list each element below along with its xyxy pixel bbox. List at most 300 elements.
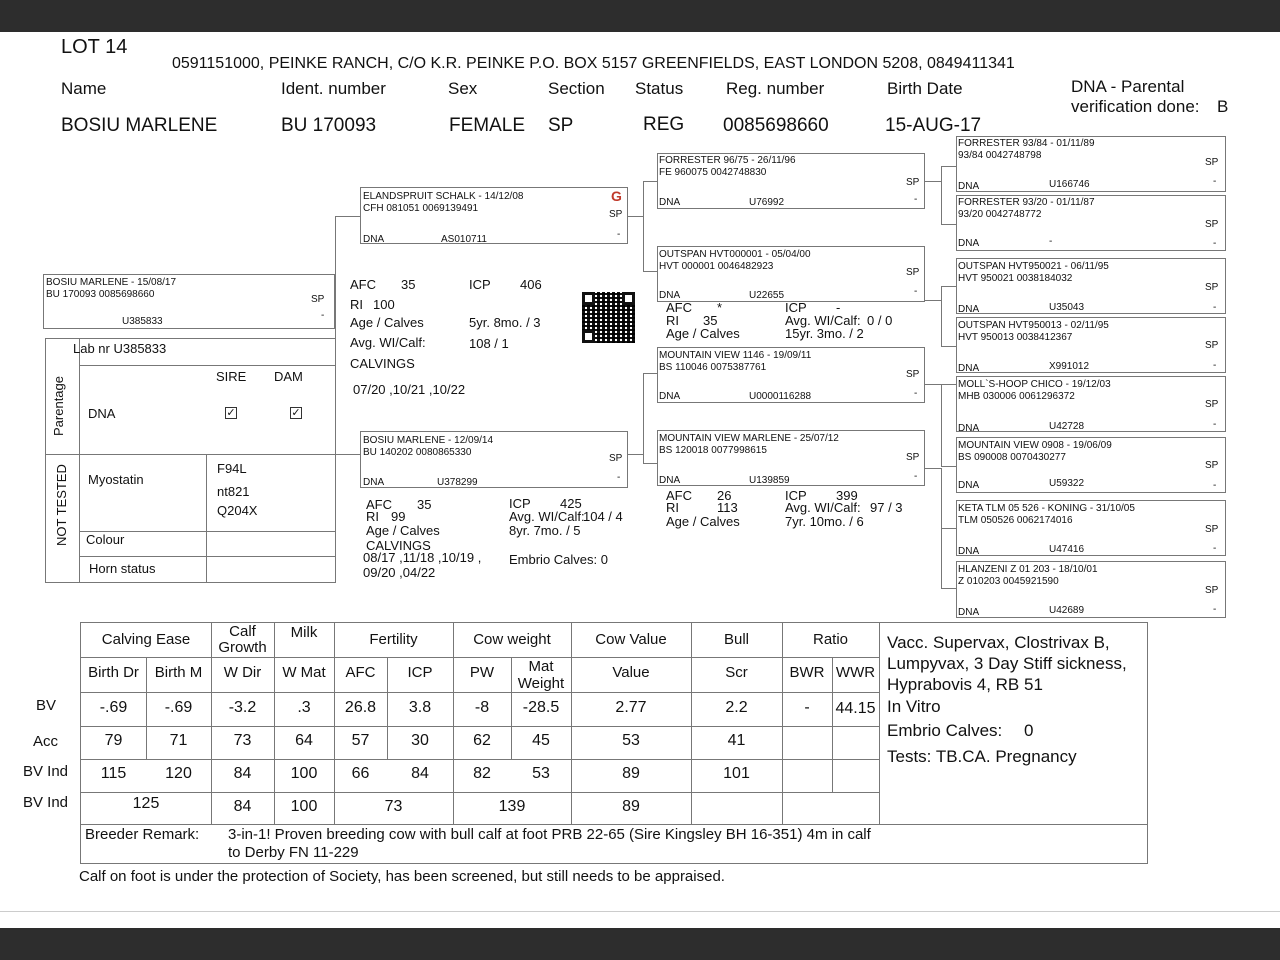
- connector-gp4: [643, 463, 657, 464]
- bv-icp: 3.8: [408, 699, 432, 716]
- ebv-table: [80, 622, 1148, 864]
- gp2-ri: 35: [703, 313, 718, 328]
- connector-gen2a: [643, 181, 644, 271]
- ggp2-dna: -: [1049, 236, 1053, 247]
- gp4-icp: 399: [836, 488, 858, 503]
- connector-sire-out: [628, 216, 643, 217]
- sire-avg-label: Avg. WI/Calf:: [350, 335, 426, 350]
- ggp2-ident: 93/20 0042748772: [958, 209, 1042, 220]
- group-milk: Milk: [290, 624, 318, 641]
- myostatin-value-2: nt821: [217, 484, 250, 499]
- sub-mat-weight-line-1: Mat: [528, 658, 554, 675]
- gp4-afc: 26: [717, 488, 732, 503]
- sire-icp: 406: [520, 277, 542, 292]
- ebv-line-3: [81, 726, 879, 727]
- bvind-pw: 82: [473, 765, 491, 782]
- gp4-ident: BS 120018 0077998615: [659, 445, 767, 456]
- bvind2-cow-value: 89: [622, 798, 640, 815]
- connector-sire: [335, 216, 360, 217]
- sire-afc-label: AFC: [350, 277, 376, 292]
- dam-dash: -: [617, 472, 621, 483]
- row-label-bv: BV: [36, 697, 57, 714]
- acc-icp: 30: [411, 732, 429, 749]
- ggp7-sp: SP: [1205, 524, 1219, 535]
- ggp2-dna-label: DNA: [958, 238, 980, 249]
- sub-wwr: WWR: [835, 664, 876, 681]
- label-dna-1: DNA - Parental: [1071, 77, 1185, 96]
- ebv-line-6: [81, 824, 1148, 825]
- row-label-bv-ind: BV Ind: [23, 763, 69, 780]
- lab-row-divider-4: [79, 556, 336, 557]
- embrio-calves-value: 0: [1024, 721, 1034, 740]
- ebv-vline-9: [691, 623, 692, 824]
- sire-dna-checkbox: ✓: [226, 407, 236, 419]
- gp4-age-label: Age / Calves: [666, 514, 740, 529]
- label-dna-2: verification done:: [1071, 97, 1200, 116]
- group-calf-growth-line-1: Calf: [229, 623, 256, 640]
- gp4-sp: SP: [906, 452, 920, 463]
- sire-dash: -: [617, 229, 621, 240]
- acc-scr: 41: [727, 732, 746, 749]
- ebv-vline-3: [274, 623, 275, 824]
- sub-mat-weight: [511, 658, 571, 692]
- vaccination-line-3: Hyprabovis 4, RB 51: [887, 675, 1043, 694]
- ebv-vline-12: [879, 623, 880, 824]
- ggp-box-6: [956, 437, 1226, 493]
- connector-ggp3: [941, 286, 956, 287]
- sire-badge-icon: G: [611, 188, 622, 204]
- acc-afc: 57: [351, 732, 370, 749]
- sub-afc: AFC: [345, 664, 376, 681]
- dam-calvings-2: 09/20 ,04/22: [363, 565, 436, 580]
- acc-w-dir: 73: [233, 732, 252, 749]
- subject-dna: U385833: [122, 316, 163, 327]
- lab-col-divider: [79, 339, 80, 583]
- sire-afc: 35: [401, 277, 416, 292]
- gp2-afc-label: AFC: [666, 300, 692, 315]
- bv-bwr: -: [804, 699, 810, 716]
- gp2-avg-label: Avg. WI/Calf:: [785, 313, 861, 328]
- connector-ggp-a-in: [925, 181, 941, 182]
- bv-birth-m: -.69: [164, 699, 193, 716]
- ebv-vline-8: [571, 623, 572, 824]
- gp4-ri-label: RI: [666, 500, 679, 515]
- bvind-mat-weight: 53: [532, 765, 550, 782]
- bv-w-dir: -3.2: [228, 699, 257, 716]
- gp-box-3: [657, 347, 925, 403]
- animal-sex: FEMALE: [449, 115, 526, 136]
- breeder-remark-label: Breeder Remark:: [85, 826, 200, 843]
- gp2-age: 15yr. 3mo. / 2: [785, 326, 864, 341]
- group-cow-value: Cow Value: [595, 631, 667, 648]
- gp2-avg: 0 / 0: [867, 313, 893, 328]
- connector-gp3: [643, 373, 657, 374]
- breeder-remark-line-2: to Derby FN 11-229: [228, 844, 359, 861]
- ggp-box-7: [956, 500, 1226, 556]
- bv-birth-dr: -.69: [99, 699, 128, 716]
- gp4-age: 7yr. 10mo. / 6: [785, 514, 864, 529]
- ggp2-title: FORRESTER 93/20 - 01/11/87: [958, 197, 1095, 208]
- connector-ggp8: [941, 588, 956, 589]
- owner-info: 0591151000, PEINKE RANCH, C/O K.R. PEINKE P.O. BOX 5157 GREENFIELDS, EAST LONDON 5208, 0849411341: [172, 55, 1015, 72]
- ggp6-dna-label: DNA: [958, 480, 980, 491]
- bv-value: 2.77: [615, 699, 647, 716]
- not-tested-label: NOT TESTED: [54, 464, 69, 546]
- ggp7-title: KETA TLM 05 526 - KONING - 31/10/05: [958, 503, 1135, 514]
- connector-gp1: [643, 181, 657, 182]
- vaccination-line-2: Lumpyvax, 3 Day Stiff sickness,: [887, 654, 1127, 673]
- sire-dna-label: DNA: [363, 234, 385, 245]
- acc-birth-dr: 79: [104, 732, 123, 749]
- connector-ggp-c: [941, 384, 942, 466]
- connector-gen2b: [643, 373, 644, 463]
- gp2-age-label: Age / Calves: [666, 326, 740, 341]
- group-calving-ease: Calving Ease: [101, 631, 191, 648]
- horn-status-label: Horn status: [89, 561, 156, 576]
- label-name: Name: [61, 79, 107, 98]
- ggp-box-4: [956, 317, 1226, 373]
- bvind2-calf-growth: 84: [233, 798, 252, 815]
- gp1-title: FORRESTER 96/75 - 26/11/96: [659, 155, 796, 166]
- ggp7-ident: TLM 050526 0062174016: [958, 515, 1073, 526]
- label-reg: Reg. number: [726, 79, 825, 98]
- ggp4-ident: HVT 950013 0038412367: [958, 332, 1073, 343]
- subject-title: BOSIU MARLENE - 15/08/17: [46, 277, 177, 288]
- gp1-dna: U76992: [749, 197, 785, 208]
- acc-pw: 62: [473, 732, 491, 749]
- bv-afc: 26.8: [344, 699, 377, 716]
- gp2-ri-label: RI: [666, 313, 679, 328]
- dam-avg: 104 / 4: [583, 509, 623, 524]
- gp3-dash: -: [914, 388, 918, 399]
- bvind2-fertility: 73: [384, 798, 403, 815]
- connector-ggp-b: [941, 286, 942, 346]
- gp4-ri: 113: [717, 500, 738, 515]
- gp3-ident: BS 110046 0075387761: [659, 362, 767, 373]
- ggp-box-3: [956, 258, 1226, 314]
- ggp-box-2: [956, 195, 1226, 251]
- ggp3-dash: -: [1213, 302, 1217, 313]
- dam-ri: 99: [391, 509, 406, 524]
- bvind-w-mat: 100: [290, 765, 318, 782]
- dam-age: 8yr. 7mo. / 5: [509, 523, 581, 538]
- bvind-icp: 84: [411, 765, 429, 782]
- bvind-birth-dr: 115: [100, 765, 127, 782]
- parentage-label: Parentage: [51, 376, 66, 436]
- label-birth: Birth Date: [887, 79, 963, 98]
- animal-birth: 15-AUG-17: [885, 115, 982, 136]
- breeder-remark-line-1: 3-in-1! Proven breeding cow with bull calf at foot PRB 22-65 (Sire Kingsley BH 16-351) 4m in calf: [228, 826, 871, 843]
- ggp5-dna-label: DNA: [958, 423, 980, 434]
- bvind-birth-m: 120: [165, 765, 192, 782]
- subject-box: [43, 274, 335, 329]
- bvind2-calving-ease: 125: [132, 795, 160, 812]
- sub-birth-dr: Birth Dr: [88, 664, 139, 681]
- connector-ggp-b-in: [925, 300, 941, 301]
- page-divider: [0, 911, 1280, 912]
- ggp5-sp: SP: [1205, 399, 1219, 410]
- ggp4-dash: -: [1213, 360, 1217, 371]
- connector-ggp-d-in: [925, 468, 941, 469]
- ggp6-ident: BS 090008 0070430277: [958, 452, 1066, 463]
- bv-w-mat: .3: [297, 699, 311, 716]
- label-section: Section: [548, 79, 605, 98]
- ggp4-sp: SP: [1205, 340, 1219, 351]
- gp2-dash: -: [914, 286, 918, 297]
- gp2-dna-label: DNA: [659, 290, 681, 301]
- subject-dash: -: [321, 310, 325, 321]
- dam-icp: 425: [560, 496, 582, 511]
- sub-pw: PW: [469, 664, 495, 681]
- ggp5-title: MOLL`S-HOOP CHICO - 19/12/03: [958, 379, 1111, 390]
- gp-box-4: [657, 430, 925, 486]
- embrio-calves-label: Embrio Calves:: [887, 721, 1003, 740]
- ggp4-dna-label: DNA: [958, 363, 980, 374]
- ggp7-dna-label: DNA: [958, 546, 980, 557]
- gp4-dna-label: DNA: [659, 475, 681, 486]
- ggp1-sp: SP: [1205, 157, 1219, 168]
- gp2-dna: U22655: [749, 290, 785, 301]
- gp-box-2: [657, 246, 925, 302]
- group-calf-growth: [211, 624, 274, 656]
- sire-sp: SP: [609, 209, 623, 220]
- animal-ident: BU 170093: [281, 115, 377, 136]
- gp3-dna: U0000116288: [749, 391, 812, 402]
- ggp6-title: MOUNTAIN VIEW 0908 - 19/06/09: [958, 440, 1112, 451]
- dam-icp-label: ICP: [509, 496, 531, 511]
- lab-nr: Lab nr U385833: [73, 341, 167, 356]
- bvind-w-dir: 84: [233, 765, 252, 782]
- ebv-line-5: [81, 792, 879, 793]
- gp1-dash: -: [914, 194, 918, 205]
- connector-ggp6: [941, 466, 956, 467]
- dam-dna-label: DNA: [363, 477, 385, 488]
- gp4-avg-label: Avg. WI/Calf:: [785, 500, 861, 515]
- myostatin-value-3: Q204X: [217, 503, 258, 518]
- sub-w-mat: W Mat: [282, 664, 326, 681]
- ebv-vline-10: [782, 623, 783, 824]
- gp1-sp: SP: [906, 177, 920, 188]
- lab-sire-header: SIRE: [216, 369, 247, 384]
- ggp1-dna: U166746: [1049, 179, 1090, 190]
- gp4-dash: -: [914, 471, 918, 482]
- ggp3-dna-label: DNA: [958, 304, 980, 315]
- connector-dam-out: [628, 454, 643, 455]
- connector-ggp7: [941, 528, 956, 529]
- lab-value-divider: [206, 454, 207, 583]
- dam-afc-label: AFC: [366, 497, 392, 512]
- in-vitro: In Vitro: [887, 697, 941, 716]
- animal-name: BOSIU MARLENE: [61, 115, 218, 136]
- gp-box-1: [657, 153, 925, 209]
- row-label-acc: Acc: [33, 733, 59, 750]
- subject-sp: SP: [311, 294, 325, 305]
- ggp5-ident: MHB 030006 0061296372: [958, 391, 1075, 402]
- gp3-title: MOUNTAIN VIEW 1146 - 19/09/11: [659, 350, 812, 361]
- dam-title: BOSIU MARLENE - 12/09/14: [363, 435, 494, 446]
- dna-verification-value: B: [1217, 97, 1229, 116]
- vaccination-line-1: Vacc. Supervax, Clostrivax B,: [887, 633, 1110, 652]
- colour-label: Colour: [86, 532, 125, 547]
- ggp-box-5: [956, 376, 1226, 432]
- ggp4-title: OUTSPAN HVT950013 - 02/11/95: [958, 320, 1109, 331]
- ggp8-dna: U42689: [1049, 605, 1085, 616]
- bv-mat-weight: -28.5: [522, 699, 560, 716]
- group-bull: Bull: [723, 631, 749, 648]
- sub-mat-weight-line-2: Weight: [517, 675, 565, 692]
- dam-sp: SP: [609, 453, 623, 464]
- bvind2-cow-weight: 139: [498, 798, 526, 815]
- subject-ident: BU 170093 0085698660: [46, 289, 155, 300]
- ebv-vline-6: [453, 623, 454, 824]
- sire-icp-label: ICP: [469, 277, 491, 292]
- ggp8-title: HLANZENI Z 01 203 - 18/10/01: [958, 564, 1098, 575]
- sire-dna: AS010711: [441, 234, 487, 245]
- ebv-vline-4: [334, 623, 335, 824]
- ggp-box-8: [956, 561, 1226, 618]
- bv-pw: -8: [474, 699, 490, 716]
- ggp3-dna: U35043: [1049, 302, 1085, 313]
- ggp8-dna-label: DNA: [958, 607, 980, 618]
- group-calf-growth-line-2: Growth: [218, 639, 267, 656]
- ggp7-dash: -: [1213, 543, 1217, 554]
- acc-value: 53: [622, 732, 640, 749]
- ggp8-sp: SP: [1205, 585, 1219, 596]
- sire-ri: 100: [373, 297, 395, 312]
- dam-box: [360, 431, 628, 488]
- dam-calvings-label: CALVINGS: [366, 538, 431, 553]
- connector-ggp1: [941, 166, 956, 167]
- connector-ggp2: [941, 224, 956, 225]
- gp4-afc-label: AFC: [666, 488, 692, 503]
- connector-gp2: [643, 271, 657, 272]
- gp3-sp: SP: [906, 369, 920, 380]
- connector-ggp5: [925, 384, 956, 385]
- gp2-title: OUTSPAN HVT000001 - 05/04/00: [659, 249, 811, 260]
- ggp6-dash: -: [1213, 480, 1217, 491]
- ggp5-dna: U42728: [1049, 421, 1085, 432]
- gp2-sp: SP: [906, 267, 920, 278]
- acc-birth-m: 71: [169, 732, 188, 749]
- ebv-line-1: [81, 657, 879, 658]
- ggp2-sp: SP: [1205, 219, 1219, 230]
- group-cow-weight: Cow weight: [473, 631, 551, 648]
- lab-dam-header: DAM: [274, 369, 303, 384]
- gp4-avg: 97 / 3: [870, 500, 903, 515]
- bv-scr: 2.2: [725, 699, 748, 716]
- sire-avg: 108 / 1: [469, 336, 509, 351]
- ggp1-ident: 93/84 0042748798: [958, 150, 1042, 161]
- animal-reg: 0085698660: [723, 115, 829, 136]
- ggp7-dna: U47416: [1049, 544, 1085, 555]
- ggp3-ident: HVT 950021 0038184032: [958, 273, 1073, 284]
- dam-dna-checkbox: ✓: [291, 407, 301, 419]
- gp3-dna-label: DNA: [659, 391, 681, 402]
- gp2-ident: HVT 000001 0046482923: [659, 261, 774, 272]
- sire-calvings-label: CALVINGS: [350, 356, 415, 371]
- bottom-bar: [0, 928, 1280, 960]
- dam-ident: BU 140202 0080865330: [363, 447, 472, 458]
- sire-age-label: Age / Calves: [350, 315, 424, 330]
- ggp2-dash: -: [1213, 238, 1217, 249]
- qr-code-corner: [582, 330, 595, 343]
- gp2-afc: *: [717, 300, 723, 315]
- group-ratio: Ratio: [812, 631, 849, 648]
- ggp6-dna: U59322: [1049, 478, 1085, 489]
- gp2-icp: -: [836, 300, 841, 315]
- dam-age-label: Age / Calves: [366, 523, 440, 538]
- gp2-icp-label: ICP: [785, 300, 807, 315]
- gp4-dna: U139859: [749, 475, 790, 486]
- gp1-dna-label: DNA: [659, 197, 681, 208]
- vaccination-notes: [887, 632, 1127, 695]
- bvind-scr: 101: [723, 765, 750, 782]
- group-fertility: Fertility: [369, 631, 418, 648]
- gp4-title: MOUNTAIN VIEW MARLENE - 25/07/12: [659, 433, 839, 444]
- ggp4-dna: X991012: [1049, 361, 1090, 372]
- lab-row-divider-2: [46, 454, 336, 455]
- sub-w-dir: W Dir: [223, 664, 262, 681]
- animal-section: SP: [548, 115, 574, 136]
- sire-age: 5yr. 8mo. / 3: [469, 315, 541, 330]
- dam-afc: 35: [417, 497, 432, 512]
- sub-scr: Scr: [725, 664, 748, 681]
- bvind-value: 89: [622, 765, 640, 782]
- sire-title: ELANDSPRUIT SCHALK - 14/12/08: [363, 191, 524, 202]
- tests: Tests: TB.CA. Pregnancy: [887, 747, 1077, 766]
- gp4-icp-label: ICP: [785, 488, 807, 503]
- bvind-afc: 66: [351, 765, 370, 782]
- ggp1-dna-label: DNA: [958, 181, 980, 192]
- connector-ggp4: [941, 346, 956, 347]
- myostatin-value-1: F94L: [217, 461, 247, 476]
- ggp8-dash: -: [1213, 604, 1217, 615]
- dam-dna: U378299: [437, 477, 478, 488]
- dam-calvings-1: 08/17 ,11/18 ,10/19 ,: [363, 550, 482, 565]
- label-ident: Ident. number: [281, 79, 386, 98]
- footer-note: Calf on foot is under the protection of Society, has been screened, but still needs to be appraised.: [79, 868, 725, 885]
- acc-w-mat: 64: [295, 732, 313, 749]
- top-bar: [0, 0, 1280, 32]
- connector-ggp-a: [941, 166, 942, 224]
- sub-value: Value: [612, 664, 650, 681]
- sire-ident: CFH 081051 0069139491: [363, 203, 479, 214]
- ebv-line-4: [81, 759, 879, 760]
- ggp-box-1: [956, 136, 1226, 192]
- dam-embrio: Embrio Calves: 0: [509, 552, 608, 567]
- label-status: Status: [635, 79, 684, 98]
- dam-avg-label: Avg. WI/Calf:: [509, 509, 585, 524]
- sire-calvings: 07/20 ,10/21 ,10/22: [353, 382, 466, 397]
- ggp8-ident: Z 010203 0045921590: [958, 576, 1059, 587]
- sub-icp: ICP: [407, 664, 433, 681]
- acc-mat-weight: 45: [532, 732, 550, 749]
- sire-box: [360, 187, 628, 244]
- bv-wwr: 44.15: [835, 700, 876, 717]
- lab-panel: [45, 338, 336, 583]
- ggp1-title: FORRESTER 93/84 - 01/11/89: [958, 138, 1095, 149]
- ggp5-dash: -: [1213, 419, 1217, 430]
- myostatin-label: Myostatin: [88, 472, 144, 487]
- ggp1-dash: -: [1213, 176, 1217, 187]
- sire-ri-label: RI: [350, 297, 363, 312]
- ggp6-sp: SP: [1205, 460, 1219, 471]
- ggp3-sp: SP: [1205, 282, 1219, 293]
- bvind2-milk: 100: [290, 798, 318, 815]
- ebv-line-2: [81, 692, 879, 693]
- row-label-bv-ind-group: BV Ind: [23, 794, 69, 811]
- sub-birth-m: Birth M: [154, 664, 203, 681]
